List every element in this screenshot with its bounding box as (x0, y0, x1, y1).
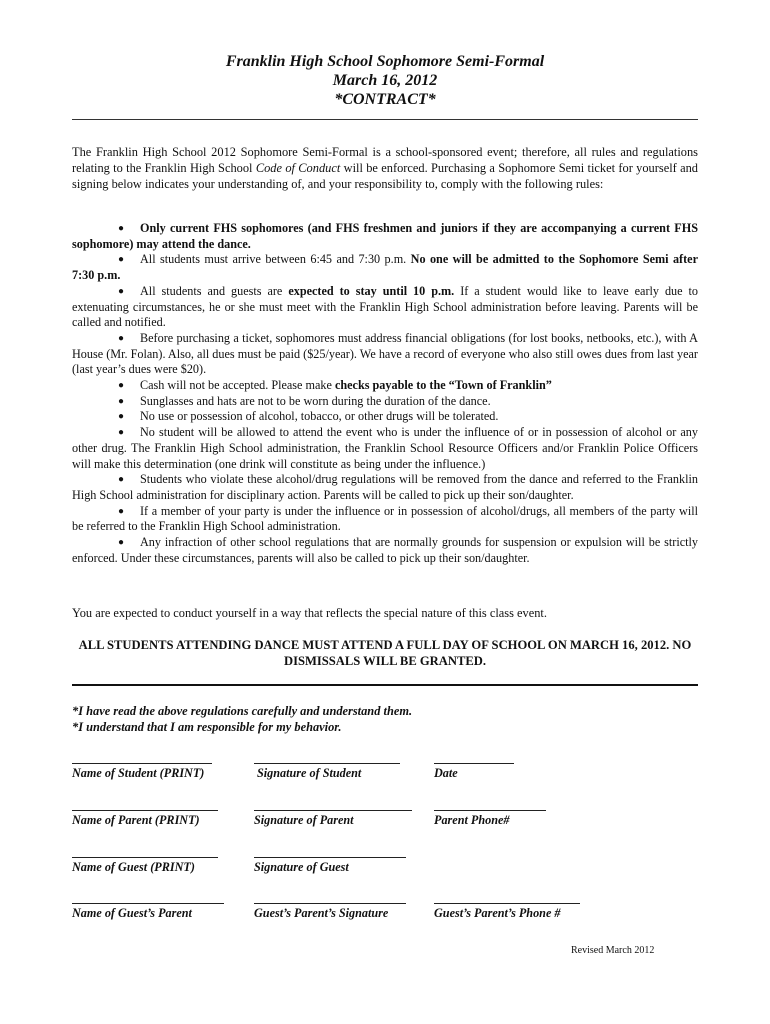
bullet-icon: ● (118, 285, 125, 297)
rule-item (118, 409, 698, 425)
section-divider (72, 684, 698, 686)
guest-name-field[interactable] (72, 857, 218, 858)
bullet-icon: ● (118, 505, 125, 517)
rule-text: All students must arrive between 6:45 and 7:30 p.m. (140, 252, 411, 267)
bullet-icon: ● (118, 223, 125, 234)
rule-item (72, 284, 698, 331)
rule-emphasis: expected to stay until 10 p.m. (288, 283, 455, 298)
parent-phone-field[interactable] (434, 810, 546, 811)
parent-name-label: Name of Parent (PRINT) (72, 813, 200, 827)
guest-parent-signature-label: Guest’s Parent’s Signature (254, 906, 389, 920)
date-label: Date (434, 766, 458, 780)
bullet-icon: ● (118, 332, 125, 344)
rule-item (72, 221, 698, 252)
acknowledgement-line: *I understand that I am responsible for my behavior. (72, 720, 342, 734)
parent-signature-label: Signature of Parent (254, 813, 354, 827)
revision-note: Revised March 2012 (571, 945, 655, 956)
student-name-label: Name of Student (PRINT) (72, 766, 205, 780)
date-field[interactable] (434, 763, 514, 764)
rule-item (118, 394, 698, 410)
rule-item (72, 252, 698, 283)
guest-parent-phone-label: Guest’s Parent’s Phone # (434, 906, 561, 920)
guest-parent-phone-field[interactable] (434, 903, 580, 904)
guest-name-label: Name of Guest (PRINT) (72, 860, 195, 874)
intro-text-start: The Franklin High School 2012 Sophomore Semi-Formal is a school-sponsored event; therefore, all rules and regulations relating to the Franklin High School (72, 145, 698, 175)
parent-signature-field[interactable] (254, 810, 412, 811)
rule-text: Students who violate these alcohol/drug regulations will be removed from the dance and referred to the Franklin High School administration for disciplinary action. Parents will be called to pick up their son/daughter. (72, 472, 698, 502)
bullet-icon: ● (118, 254, 125, 266)
rule-item (118, 378, 698, 394)
parent-name-field[interactable] (72, 810, 218, 811)
event-date: March 16, 2012 (332, 72, 438, 89)
rule-text: Any infraction of other school regulations that are normally grounds for suspension or expulsion will be strictly enforced. Under these circumstances, parents will also be called to pick up their son/daughter. (72, 535, 698, 565)
bullet-icon: ● (118, 537, 125, 549)
guest-signature-label: Signature of Guest (254, 860, 349, 874)
conduct-statement: You are expected to conduct yourself in a way that reflects the special nature of this class event. (72, 606, 547, 620)
document-title: Franklin High School Sophomore Semi-Formal (225, 53, 545, 70)
attendance-notice: ALL STUDENTS ATTENDING DANCE MUST ATTEND A FULL DAY OF SCHOOL ON MARCH 16, 2012. NO DISMISSALS WILL BE GRANTED. (78, 638, 692, 668)
rule-item (72, 504, 698, 535)
bullet-icon: ● (118, 427, 125, 439)
bullet-icon: ● (118, 474, 125, 486)
parent-phone-label: Parent Phone# (434, 813, 510, 827)
intro-paragraph (72, 144, 698, 192)
rule-text: Only current FHS sophomores (and FHS freshmen and juniors if they are accompanying a current FHS sophomore) may attend the dance. (72, 221, 698, 251)
rule-text-continued: If a student would like to leave early due to extenuating circumstances, he or she must meet with the Franklin High School administration before leaving. Parents will be called and notified. (72, 283, 698, 330)
rule-text: No use or possession of alcohol, tobacco, or other drugs will be tolerated. (140, 409, 499, 424)
rule-text: Sunglasses and hats are not to be worn during the duration of the dance. (140, 393, 491, 408)
rule-item (72, 331, 698, 378)
rule-text: If a member of your party is under the influence or in possession of alcohol/drugs, all members of the party will be referred to the Franklin High School administration. (72, 503, 698, 534)
header-divider (72, 119, 698, 120)
rule-item (72, 425, 698, 472)
guest-parent-name-field[interactable] (72, 903, 224, 904)
guest-signature-field[interactable] (254, 857, 406, 858)
acknowledgement-line: *I have read the above regulations carefully and understand them. (72, 704, 413, 718)
bullet-icon: ● (118, 395, 125, 407)
intro-text-end: will be enforced. Purchasing a Sophomore Semi ticket for yourself and signing below indicates your understanding of, and your responsibility to, comply with the following rules: (72, 161, 698, 191)
rule-item (72, 472, 698, 503)
rule-text: Cash will not be accepted. Please make (140, 378, 335, 393)
rule-emphasis: checks payable to the “Town of Franklin” (334, 378, 552, 393)
student-signature-label: Signature of Student (257, 766, 362, 780)
code-of-conduct-ref: Code of Conduct (255, 161, 341, 175)
acknowledgement-block (72, 703, 698, 735)
guest-parent-name-label: Name of Guest’s Parent (72, 906, 192, 920)
rule-text: All students and guests are (140, 283, 289, 298)
bullet-icon: ● (118, 380, 125, 392)
guest-parent-signature-field[interactable] (254, 903, 406, 904)
rules-list (72, 221, 698, 566)
contract-heading: *CONTRACT* (334, 91, 436, 108)
student-signature-field[interactable] (254, 763, 400, 764)
rule-text: No student will be allowed to attend the event who is under the influence of or in possession of alcohol or any other drug. The Franklin High School administration, the Franklin School Resource Officers and/or Franklin Police Officers will make this determination (one drink will constitute as being under the influence.) (72, 425, 698, 471)
bullet-icon: ● (118, 411, 125, 423)
rule-text: Before purchasing a ticket, sophomores must address financial obligations (for lost books, netbooks, etc.), with A House (Mr. Folan). Also, all dues must be paid ($25/year). We have a record of everyone who also still owes dues from last year (last year’s dues were $20). (72, 330, 698, 377)
rule-item (72, 535, 698, 566)
student-name-field[interactable] (72, 763, 212, 764)
rule-emphasis: No one will be admitted to the Sophomore Semi after 7:30 p.m. (72, 252, 698, 283)
